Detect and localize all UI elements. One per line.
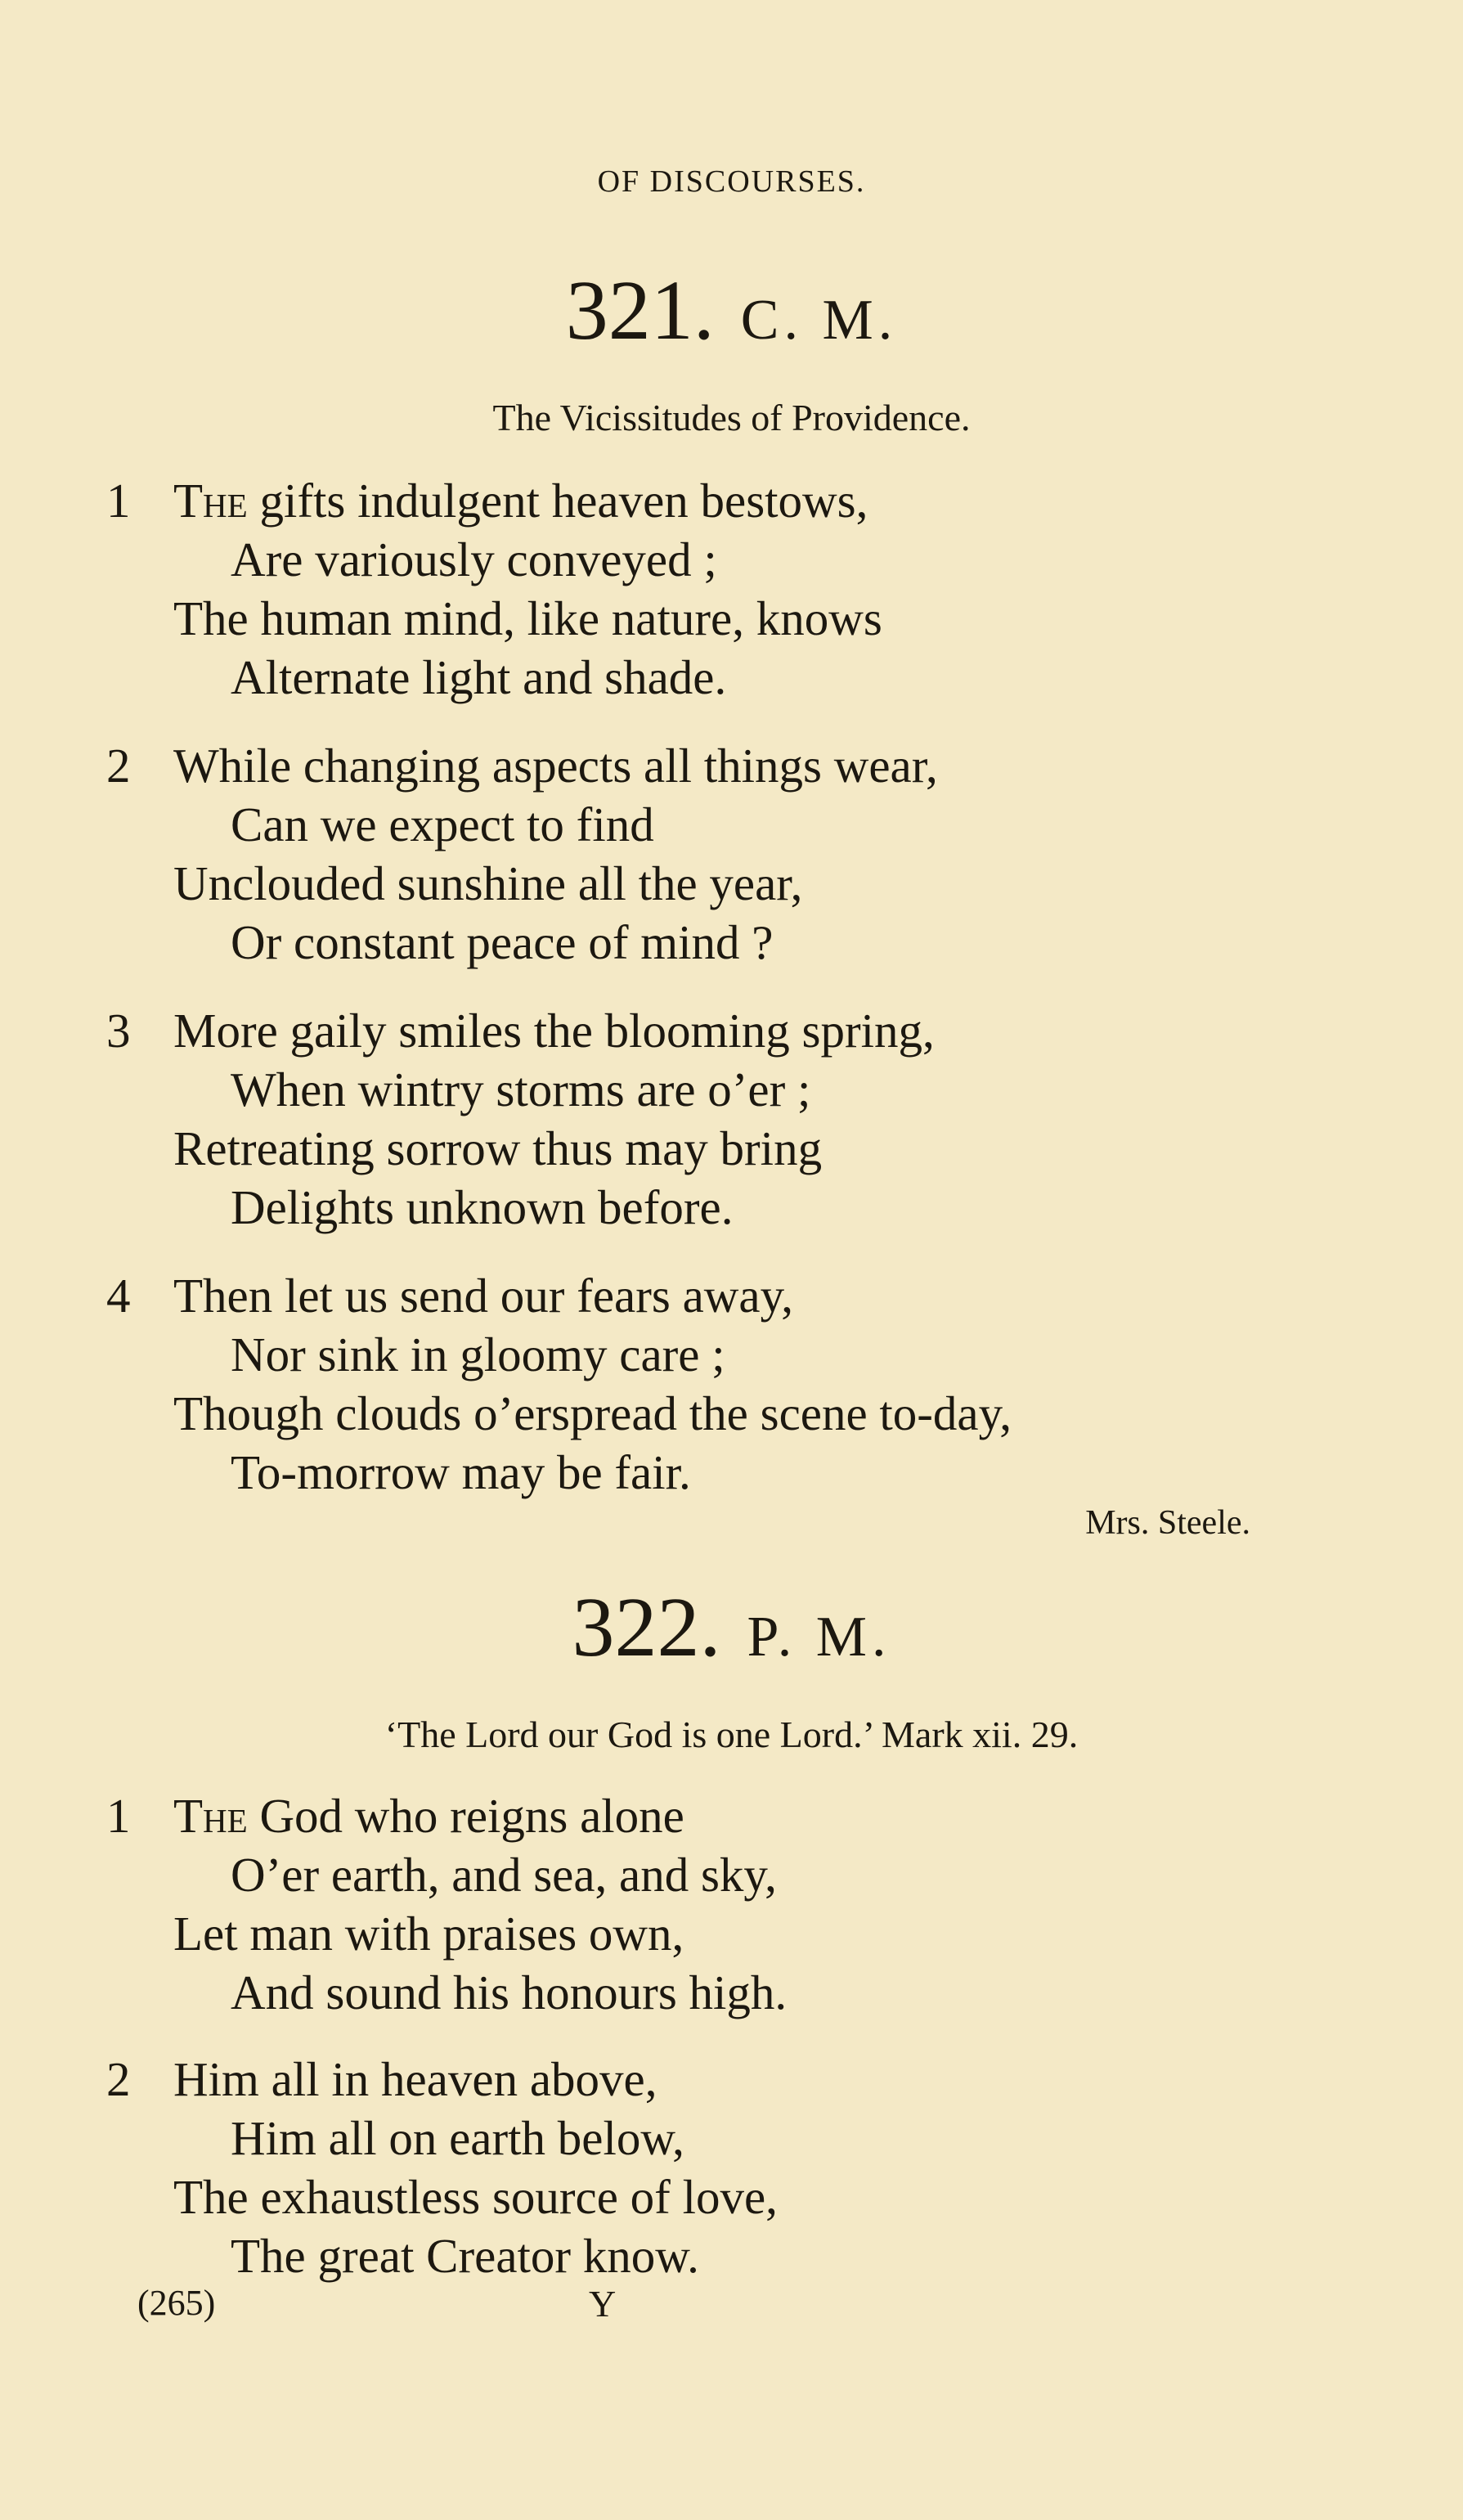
verse-line: Him all in heaven above, bbox=[173, 2052, 657, 2106]
verse-line: Let man with praises own, bbox=[173, 1907, 684, 1961]
verse-line: Can we expect to find bbox=[231, 797, 654, 851]
drop-word: The bbox=[173, 474, 248, 528]
running-head: OF DISCOURSES. bbox=[597, 164, 866, 199]
verse-line: Retreating sorrow thus may bring bbox=[173, 1121, 823, 1175]
verse-line: To-morrow may be fair. bbox=[231, 1445, 691, 1499]
verse-line: Are variously conveyed ; bbox=[231, 532, 717, 586]
hymn-321-verse-1 bbox=[106, 471, 1382, 707]
footer-signature: (265) bbox=[137, 2283, 216, 2323]
hymn-322-verse-2 bbox=[106, 2050, 1382, 2285]
hymn-meter: P. M. bbox=[747, 1606, 891, 1669]
hymn-321-title: The Vicissitudes of Providence. bbox=[492, 397, 971, 438]
verse-line: Him all on earth below, bbox=[231, 2111, 684, 2165]
verse-line: Nor sink in gloomy care ; bbox=[231, 1327, 725, 1381]
verse-line: More gaily smiles the blooming spring, bbox=[173, 1004, 935, 1058]
drop-word: The bbox=[173, 1789, 248, 1843]
hymn-321-verse-3 bbox=[106, 1001, 1382, 1237]
verse-line: Unclouded sunshine all the year, bbox=[173, 856, 803, 910]
hymn-meter: C. M. bbox=[740, 289, 898, 352]
verse-number: 2 bbox=[106, 2052, 131, 2106]
verse-line: O’er earth, and sea, and sky, bbox=[231, 1848, 777, 1902]
verse-number: 2 bbox=[106, 739, 131, 793]
verse-line: The great Creator know. bbox=[231, 2229, 699, 2283]
verse-line: When wintry storms are o’er ; bbox=[231, 1062, 811, 1116]
hymn-321-verse-4 bbox=[106, 1266, 1382, 1502]
verse-line: God who reigns alone bbox=[247, 1789, 684, 1843]
hymn-number: 322. bbox=[572, 1580, 721, 1674]
verse-line: And sound his honours high. bbox=[231, 1965, 788, 2019]
hymn-321-verse-2 bbox=[106, 736, 1382, 972]
verse-line: Or constant peace of mind ? bbox=[231, 915, 774, 969]
verse-number: 4 bbox=[106, 1269, 131, 1323]
verse-line: Though clouds o’erspread the scene to-day, bbox=[173, 1386, 1012, 1440]
hymn-322-verse-1 bbox=[106, 1786, 1382, 2022]
verse-line: The human mind, like nature, knows bbox=[173, 591, 882, 645]
verse-number: 3 bbox=[106, 1004, 131, 1058]
hymn-number: 321. bbox=[565, 263, 715, 357]
footer-signature-mark: Y bbox=[589, 2283, 617, 2325]
verse-number: 1 bbox=[106, 1789, 131, 1843]
hymn-322-heading bbox=[0, 1579, 1463, 1676]
hymn-322-title: ‘The Lord our God is one Lord.’ Mark xii. 29. bbox=[384, 1714, 1079, 1755]
hymn-321-author: Mrs. Steele. bbox=[1085, 1504, 1250, 1542]
hymn-321-heading bbox=[0, 262, 1463, 359]
verse-line: Delights unknown before. bbox=[231, 1180, 734, 1234]
verse-line: While changing aspects all things wear, bbox=[173, 739, 938, 793]
verse-number: 1 bbox=[106, 474, 131, 528]
verse-line: Alternate light and shade. bbox=[231, 650, 727, 704]
verse-line: The exhaustless source of love, bbox=[173, 2170, 778, 2224]
verse-line: Then let us send our fears away, bbox=[173, 1269, 793, 1323]
verse-line: gifts indulgent heaven bestows, bbox=[247, 474, 868, 528]
